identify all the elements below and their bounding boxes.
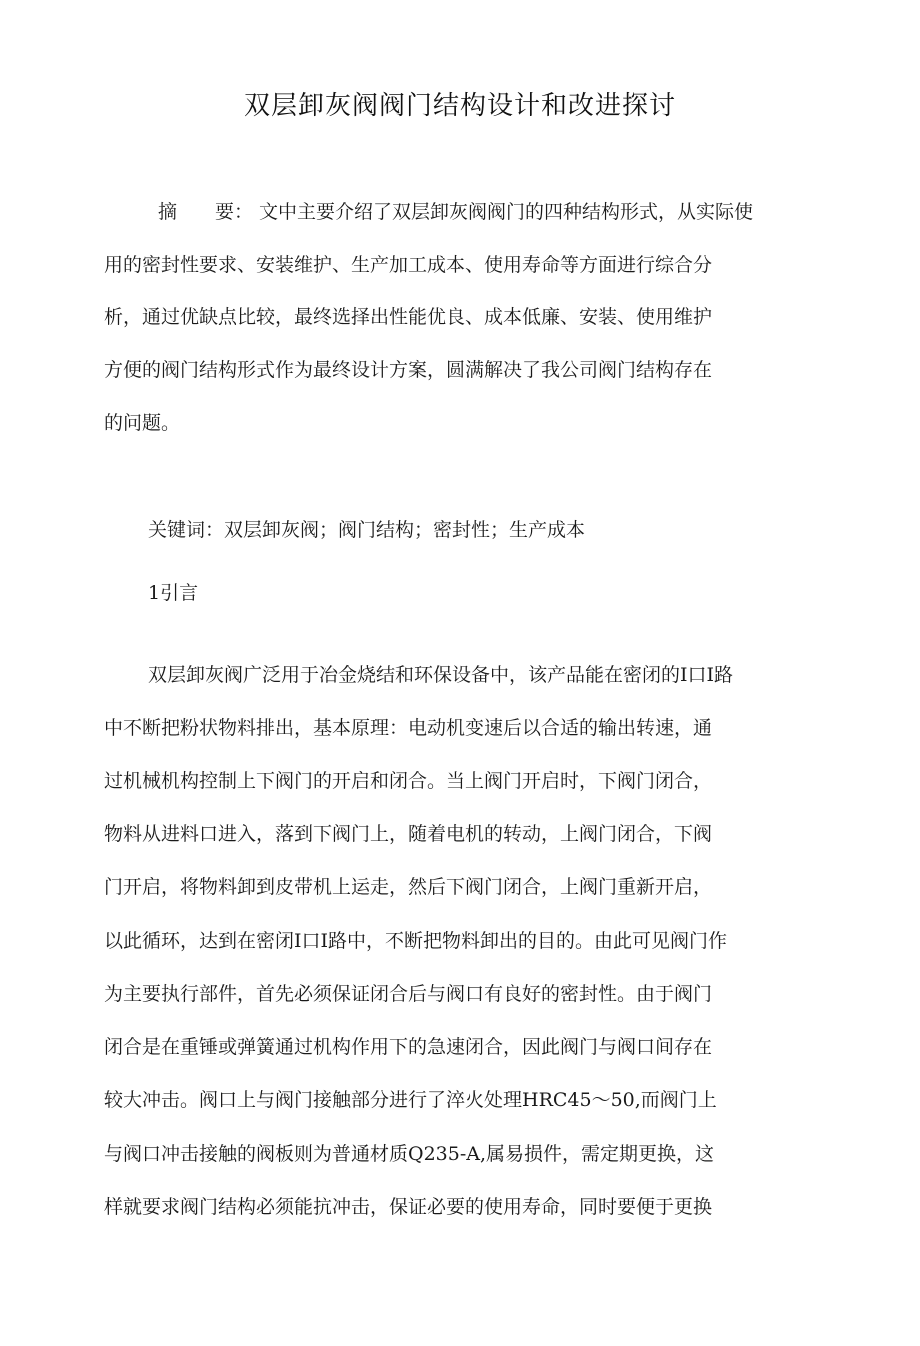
body-line: 以此循环，达到在密闭I口I路中，不断把物料卸出的目的。由此可见阀门作: [104, 930, 728, 952]
body-line: 与阀口冲击接触的阀板则为普通材质Q235-A,属易损件，需定期更换，这: [104, 1143, 715, 1165]
document-title: 双层卸灰阀阀门结构设计和改进探讨: [243, 91, 676, 121]
abstract-line: 文中主要介绍了双层卸灰阀阀门的四种结构形式，从实际使: [259, 201, 754, 223]
body-line: 双层卸灰阀广泛用于冶金烧结和环保设备中，该产品能在密闭的I口I路: [148, 664, 734, 686]
body-line: 门开启，将物料卸到皮带机上运走，然后下阀门闭合，上阀门重新开启，: [104, 876, 713, 898]
abstract-line: 用的密封性要求、安装维护、生产加工成本、使用寿命等方面进行综合分: [104, 254, 713, 276]
section-heading: 1引言: [148, 582, 199, 604]
abstract-line: 方便的阀门结构形式作为最终设计方案，圆满解决了我公司阀门结构存在: [104, 359, 713, 381]
abstract-line: 析，通过优缺点比较，最终选择出性能优良、成本低廉、安装、使用维护: [104, 306, 713, 328]
body-line: 中不断把粉状物料排出，基本原理：电动机变速后以合适的输出转速，通: [104, 717, 713, 739]
body-line: 为主要执行部件，首先必须保证闭合后与阀口有良好的密封性。由于阀门: [104, 983, 713, 1005]
body-line: 物料从进料口进入，落到下阀门上，随着电机的转动，上阀门闭合，下阀: [104, 823, 713, 845]
body-line: 样就要求阀门结构必须能抗冲击，保证必要的使用寿命，同时要便于更换: [104, 1196, 713, 1218]
abstract-label-part2: 要：: [215, 201, 254, 223]
body-line: 闭合是在重锤或弹簧通过机构作用下的急速闭合，因此阀门与阀口间存在: [104, 1036, 713, 1058]
abstract-line: 的问题。: [104, 412, 181, 434]
keywords-line: 关键词：双层卸灰阀；阀门结构；密封性；生产成本: [148, 519, 586, 541]
body-line: 过机械机构控制上下阀门的开启和闭合。当上阀门开启时，下阀门闭合，: [104, 770, 713, 792]
abstract-label-part1: 摘: [158, 201, 178, 223]
body-line: 较大冲击。阀口上与阀门接触部分进行了淬火处理HRC45〜50,而阀门上: [104, 1089, 717, 1111]
abstract-label: [158, 197, 253, 227]
